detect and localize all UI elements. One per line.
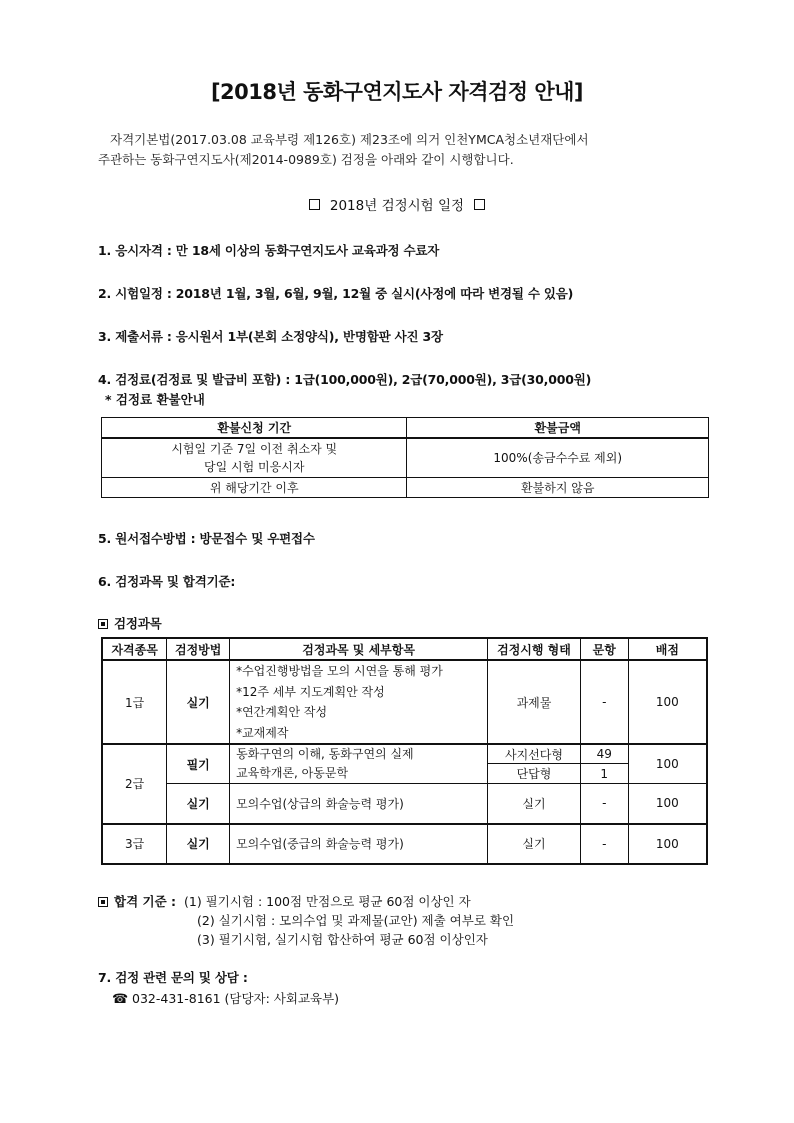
grade-cell: 1급 — [102, 660, 167, 744]
subjects-header: 검정시행 형태 — [488, 638, 581, 660]
form-cell: 실기 — [488, 784, 581, 824]
details-cell: 모의수업(상급의 화술능력 평가) — [230, 784, 488, 824]
count-cell: - — [580, 660, 628, 744]
criteria-item: (2) 실기시험 : 모의수업 및 과제물(교안) 제출 여부로 확인 — [197, 913, 515, 928]
grade-cell: 2급 — [102, 744, 167, 824]
subjects-table — [101, 637, 708, 865]
pass-criteria — [98, 892, 514, 949]
refund-cell — [102, 438, 407, 478]
subjects-header: 문항 — [580, 638, 628, 660]
method-cell: 필기 — [167, 744, 230, 784]
refund-guide-label: * 검정료 환불안내 — [105, 392, 205, 407]
score-cell: 100 — [628, 824, 707, 864]
form-cell: 단답형 — [488, 764, 581, 784]
item-documents: 3. 제출서류 : 응시원서 1부(본회 소정양식), 반명함판 사진 3장 — [98, 329, 443, 344]
refund-cell-line: 당일 시험 미응시자 — [204, 460, 305, 474]
subjects-header: 검정방법 — [167, 638, 230, 660]
square-bullet-icon — [98, 897, 108, 907]
form-cell: 과제물 — [488, 660, 581, 744]
count-cell: - — [580, 824, 628, 864]
grade-cell: 3급 — [102, 824, 167, 864]
method-cell: 실기 — [167, 784, 230, 824]
box-icon — [474, 199, 485, 210]
details-cell: 모의수업(중급의 화술능력 평가) — [230, 824, 488, 864]
score-cell: 100 — [628, 660, 707, 744]
detail-line: 교육학개론, 아동문학 — [236, 766, 349, 780]
count-cell: - — [580, 784, 628, 824]
subjects-header: 자격종목 — [102, 638, 167, 660]
item-eligibility: 1. 응시자격 : 만 18세 이상의 동화구연지도사 교육과정 수료자 — [98, 243, 440, 258]
detail-line: *12주 세부 지도계획안 작성 — [236, 684, 385, 699]
intro-line-1: 자격기본법(2017.03.08 교육부령 제126호) 제23조에 의거 인천YMCA청소년재단에서 — [110, 132, 589, 147]
contact-line — [112, 989, 339, 1007]
refund-cell-line: 시험일 기준 7일 이전 취소자 및 — [171, 442, 338, 456]
contact-text: 032-431-8161 (담당자: 사회교육부) — [132, 991, 340, 1006]
item-subjects-criteria: 6. 검정과목 및 합격기준: — [98, 574, 236, 589]
detail-line: 동화구연의 이해, 동화구연의 실제 — [236, 747, 414, 761]
refund-cell: 100%(송금수수료 제외) — [407, 438, 709, 478]
intro-paragraph — [98, 130, 589, 170]
subjects-label — [98, 614, 162, 632]
criteria-row — [98, 892, 514, 911]
score-cell: 100 — [628, 744, 707, 784]
criteria-item: (3) 필기시험, 실기시험 합산하여 평균 60점 이상인자 — [197, 932, 488, 947]
score-cell: 100 — [628, 784, 707, 824]
criteria-label: 합격 기준 : — [114, 894, 177, 909]
method-cell: 실기 — [167, 660, 230, 744]
refund-header-amount: 환불금액 — [407, 418, 709, 439]
count-cell: 1 — [580, 764, 628, 784]
details-cell — [230, 660, 488, 744]
box-icon — [309, 199, 320, 210]
detail-line: *교재제작 — [236, 725, 289, 740]
refund-cell: 위 해당기간 이후 — [102, 478, 407, 498]
refund-header-period: 환불신청 기간 — [102, 418, 407, 439]
refund-table — [101, 417, 709, 498]
item-inquiry: 7. 검정 관련 문의 및 상담 : — [98, 970, 248, 985]
detail-line: *수업진행방법을 모의 시연을 통해 평가 — [236, 664, 443, 678]
refund-cell: 환불하지 않음 — [407, 478, 709, 498]
count-cell: 49 — [580, 744, 628, 764]
detail-line: *연간계획안 작성 — [236, 705, 328, 719]
square-bullet-icon — [98, 619, 108, 629]
criteria-item: (1) 필기시험 : 100점 만점으로 평균 60점 이상인 자 — [184, 894, 471, 909]
details-cell — [230, 744, 488, 784]
schedule-heading — [0, 194, 794, 214]
intro-line-2: 주관하는 동화구연지도사(제2014-0989호) 검정을 아래와 같이 시행합니다. — [98, 152, 514, 167]
item-exam-schedule: 2. 시험일정 : 2018년 1월, 3월, 6월, 9월, 12월 중 실시(사정에 따라 변경될 수 있음) — [98, 286, 574, 301]
form-cell: 사지선다형 — [488, 744, 581, 764]
item-exam-fee: 4. 검정료(검정료 및 발급비 포함) : 1급(100,000원), 2급(70,000원), 3급(30,000원) — [98, 372, 592, 387]
item-application-method: 5. 원서접수방법 : 방문접수 및 우편접수 — [98, 531, 315, 546]
phone-icon: ☎ — [112, 992, 129, 1007]
subjects-label-text: 검정과목 — [114, 616, 162, 631]
subjects-header: 배점 — [628, 638, 707, 660]
form-cell: 실기 — [488, 824, 581, 864]
page-title: [2018년 동화구연지도사 자격검정 안내] — [210, 80, 584, 104]
subjects-header: 검정과목 및 세부항목 — [230, 638, 488, 660]
schedule-heading-text: 2018년 검정시험 일정 — [329, 198, 465, 214]
method-cell: 실기 — [167, 824, 230, 864]
